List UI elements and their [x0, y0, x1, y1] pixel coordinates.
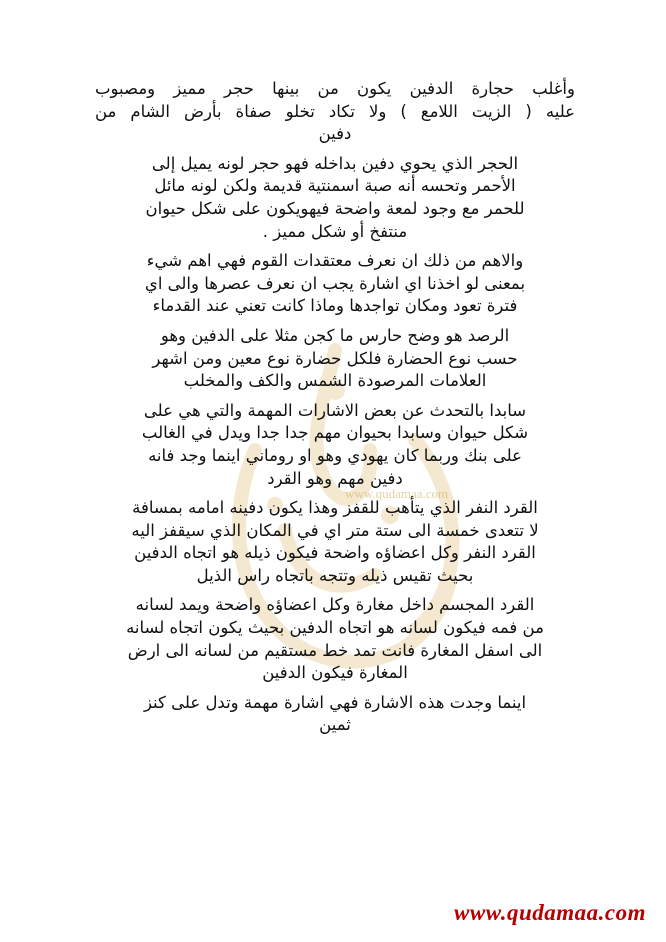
- text-line: من فمه فيكون لسانه هو اتجاه الدفين بحيث يكون اتجاه لسانه: [126, 618, 544, 638]
- text-line: الأحمر وتحسه أنه صبة اسمنتية قديمة ولكن لونه مائل: [154, 176, 516, 196]
- text-line: عليه ( الزيت اللامع ) ولا تكاد تخلو صفاة بأرض الشام من: [95, 101, 575, 121]
- text-line: والاهم من ذلك ان نعرف معتقدات القوم فهي اهم شيء: [146, 251, 524, 271]
- watermark-text: www.qudamaa.com: [345, 486, 449, 501]
- text-line: منتفخ أو شكل مميز .: [262, 221, 408, 241]
- paragraph-1: [95, 78, 575, 146]
- text-line: دفين: [318, 124, 352, 144]
- text-line: القرد النفر وكل اعضاؤه واضحة فيكون ذيله هو اتجاه الدفين: [134, 543, 536, 563]
- text-line: بمعنى لو اخذنا اي اشارة يجب ان نعرف عصرها والى اي: [144, 273, 526, 293]
- text-line: العلامات المرصودة الشمس والكف والمخلب: [183, 371, 487, 391]
- paragraph-4: [95, 325, 575, 393]
- paragraph-6: [95, 497, 575, 587]
- text-line: المغارة فيكون الدفين: [262, 663, 408, 683]
- text-line: الحجر الذي يحوي دفين بداخله فهو حجر لونه يميل إلى: [151, 153, 519, 173]
- text-line: الرصد هو وضح حارس ما كجن مثلا على الدفين وهو: [160, 325, 510, 345]
- text-line: سابدا بالتحدث عن بعض الاشارات المهمة والتي هي على: [143, 400, 527, 420]
- text-line: دفين مهم وهو القرد: [267, 468, 403, 488]
- paragraph-8: [95, 692, 575, 737]
- text-line: القرد النفر الذي يتأهب للقفز وهذا يكون دفينه امامه بمسافة: [132, 498, 538, 518]
- text-line: بحيث تقيس ذيله وتتجه باتجاه راس الذيل: [196, 565, 474, 585]
- footer-website-link[interactable]: www.qudamaa.com: [454, 900, 646, 925]
- text-line: للحمر مع وجود لمعة واضحة فيهويكون على شكل حيوان: [145, 198, 525, 218]
- text-line: لا تتعدى خمسة الى ستة متر اي في المكان الذي سيقفز اليه: [131, 520, 539, 540]
- text-line: على بنك وربما كان يهودي وهو او روماني اينما وجد فانه: [148, 445, 522, 465]
- text-line: اينما وجدت هذه الاشارة فهي اشارة مهمة وتدل على كنز: [143, 692, 527, 712]
- paragraph-7: [95, 594, 575, 684]
- text-line: القرد المجسم داخل مغارة وكل اعضاؤه واضحة ويمد لسانه: [135, 595, 535, 615]
- text-line: فترة تعود ومكان تواجدها وماذا كانت تعني عند القدماء: [152, 296, 518, 316]
- text-line: ثمين: [319, 715, 351, 735]
- text-line: شكل حيوان وسابدا بحيوان مهم جدا جدا ويدل في الغالب: [141, 423, 529, 443]
- paragraph-2: [95, 153, 575, 243]
- paragraph-5: [95, 400, 575, 490]
- text-line: حسب نوع الحضارة فلكل حضارة نوع معين ومن اشهر: [152, 348, 518, 368]
- text-line: الى اسفل المغارة فانت تمد خط مستقيم من لسانه الى ارض: [127, 640, 543, 660]
- paragraph-3: [95, 250, 575, 318]
- document-body: [95, 78, 575, 737]
- text-line: وأغلب حجارة الدفين يكون من بينها حجر مميز ومصبوب: [95, 79, 575, 98]
